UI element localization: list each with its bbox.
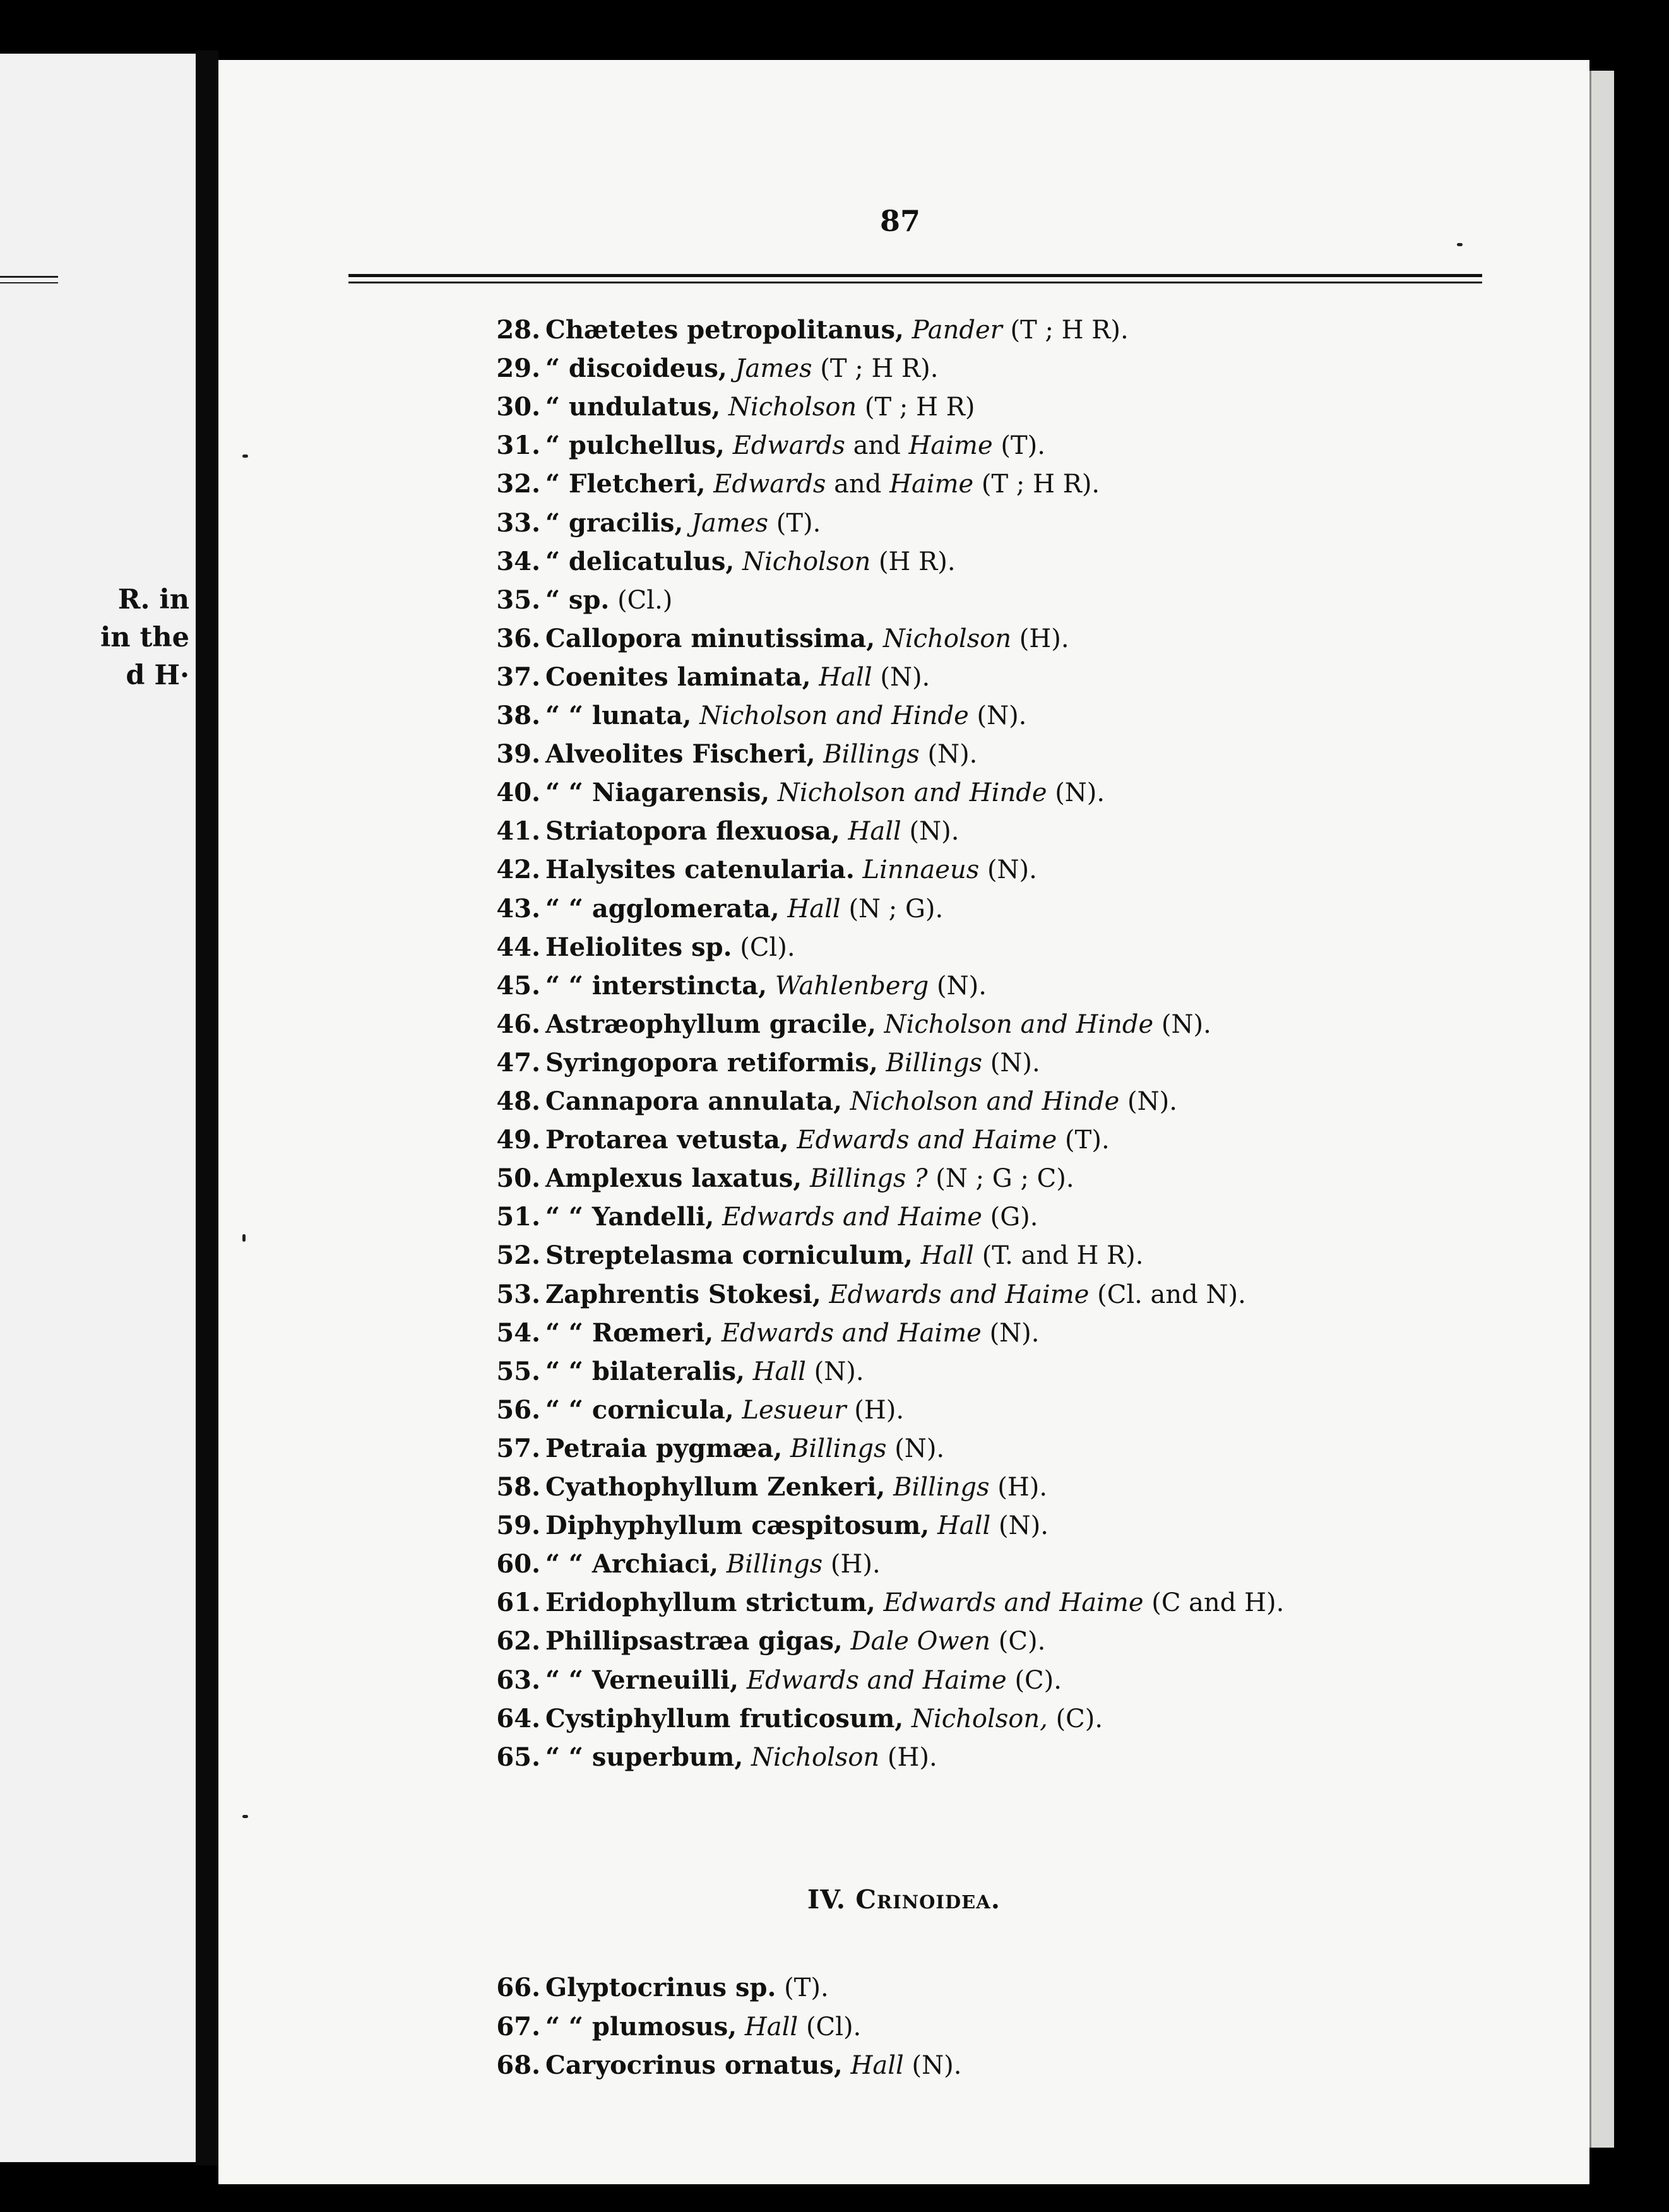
- entry-text: [545, 1545, 881, 1583]
- author-name: Hall: [850, 2051, 904, 2080]
- locality-ref: (C).: [1055, 1704, 1103, 1733]
- author-name: Nicholson,: [911, 1704, 1048, 1733]
- species-name: Petraia pygmæa,: [545, 1433, 783, 1463]
- species-name: Glyptocrinus sp.: [545, 1973, 776, 2002]
- entry-text: [545, 929, 795, 966]
- entry-text: [545, 1700, 1103, 1738]
- locality-ref: (H).: [887, 1742, 937, 1772]
- entry-number-text: 67.: [496, 2011, 540, 2042]
- speck: [242, 1234, 246, 1242]
- locality-ref: (N).: [990, 1048, 1040, 1078]
- entry-number-text: 55.: [496, 1356, 540, 1386]
- entry-text: [545, 543, 956, 581]
- locality-ref: (Cl).: [740, 932, 795, 962]
- author-name: Edwards and Haime: [829, 1280, 1090, 1309]
- entry-number-text: 48.: [496, 1086, 540, 1116]
- author-name: Edwards: [732, 431, 845, 461]
- species-name: “ “ interstincta,: [545, 970, 768, 1001]
- author-name: Hall: [752, 1357, 806, 1386]
- author-name: Haime: [889, 470, 974, 499]
- species-name: “ undulatus,: [545, 392, 721, 422]
- locality-ref: (N).: [987, 855, 1037, 885]
- author-name: Nicholson: [751, 1742, 880, 1772]
- entry-number-text: 50.: [496, 1163, 540, 1194]
- section-numeral: IV.: [807, 1884, 846, 1915]
- entry-text: [545, 1584, 1284, 1622]
- species-name: Phillipsastræa gigas,: [545, 1626, 843, 1656]
- entry-number-text: 32.: [496, 469, 540, 499]
- species-name: Coenites laminata,: [545, 662, 811, 692]
- entry-number-text: 51.: [496, 1202, 540, 1232]
- entry-number-text: 65.: [496, 1742, 540, 1772]
- locality-ref: (H).: [854, 1395, 905, 1425]
- left-rule-top: [0, 276, 58, 278]
- locality-ref: (N).: [814, 1357, 864, 1386]
- page-number: 87: [879, 204, 920, 238]
- author-name: Edwards and Haime: [883, 1588, 1144, 1618]
- author-name: Haime: [908, 431, 993, 461]
- species-name: Eridophyllum strictum,: [545, 1588, 876, 1618]
- locality-ref: (T).: [784, 1973, 829, 2002]
- entry-number-text: 58.: [496, 1472, 540, 1502]
- entry-text: [545, 1160, 1074, 1198]
- species-name: “ Fletcheri,: [545, 469, 706, 499]
- entry-text: [545, 1353, 864, 1391]
- locality-ref: (N ; G).: [848, 894, 944, 924]
- entry-text: [545, 1314, 1040, 1352]
- entry-text: [545, 2008, 861, 2046]
- entry-number-text: 34.: [496, 546, 540, 576]
- section-title: Crinoidea.: [855, 1884, 1001, 1915]
- species-name: “ “ cornicula,: [545, 1394, 734, 1425]
- entry-text: [545, 851, 1037, 889]
- author-name: Edwards and Haime: [721, 1318, 982, 1348]
- entry-number-text: 43.: [496, 893, 540, 924]
- entry-text: [545, 1662, 1062, 1699]
- species-name: “ “ Verneuilli,: [545, 1665, 739, 1695]
- locality-ref: (G).: [990, 1203, 1038, 1232]
- author-name: Hall: [744, 2012, 799, 2042]
- species-name: “ “ Yandelli,: [545, 1202, 715, 1232]
- locality-ref: (C and H).: [1151, 1588, 1285, 1618]
- entry-number-text: 28.: [496, 315, 540, 345]
- species-name: Zaphrentis Stokesi,: [545, 1279, 821, 1309]
- entry-number-text: 29.: [496, 354, 540, 384]
- page-gutter: [196, 51, 218, 2165]
- entry-text: [545, 2047, 961, 2084]
- left-text-line: R. in: [117, 584, 189, 615]
- entry-number-text: 37.: [496, 662, 540, 692]
- species-name: “ delicatulus,: [545, 546, 735, 576]
- entry-text: [545, 1391, 904, 1429]
- species-name: “ “ Archiaci,: [545, 1549, 719, 1579]
- entry-text: [545, 1276, 1246, 1314]
- locality-ref: (Cl).: [805, 2012, 862, 2042]
- header-rule: [348, 274, 1482, 277]
- speck: [242, 1815, 248, 1818]
- entry-text: [545, 890, 943, 928]
- entry-number-text: 61.: [496, 1588, 540, 1618]
- species-name: Streptelasma corniculum,: [545, 1240, 913, 1271]
- entry-text: [545, 1083, 1177, 1121]
- locality-ref: (T).: [1001, 431, 1045, 461]
- entry-text: [545, 1468, 1047, 1506]
- species-name: “ sp.: [545, 585, 610, 615]
- author-name: Linnaeus: [862, 855, 980, 885]
- author-name: Hall: [848, 817, 901, 847]
- species-name: “ “ superbum,: [545, 1742, 744, 1772]
- species-name: “ “ lunata,: [545, 701, 692, 730]
- entry-text: [545, 658, 930, 696]
- locality-ref: (N).: [1161, 1009, 1211, 1039]
- species-name: “ discoideus,: [545, 354, 727, 384]
- locality-ref: (N).: [1127, 1087, 1177, 1116]
- entry-text: [545, 504, 821, 542]
- page-edge: [1589, 71, 1614, 2148]
- entry-number-text: 36.: [496, 623, 540, 653]
- entry-text: [545, 465, 1100, 503]
- locality-ref: (Cl. and N).: [1097, 1280, 1246, 1309]
- author-name: Billings: [886, 1048, 983, 1078]
- species-name: “ “ agglomerata,: [545, 893, 780, 924]
- entry-number-text: 30.: [496, 392, 540, 422]
- entry-text: [545, 1237, 1144, 1275]
- species-name: Halysites catenularia.: [545, 855, 855, 885]
- locality-ref: (N).: [999, 1511, 1048, 1541]
- author-name: Nicholson and Hinde: [850, 1087, 1120, 1116]
- locality-ref: (N).: [912, 2051, 962, 2080]
- locality-ref: (N).: [894, 1434, 945, 1463]
- entry-text: [545, 581, 672, 619]
- author-name: Lesueur: [742, 1395, 846, 1425]
- species-name: “ “ plumosus,: [545, 2011, 737, 2042]
- locality-ref: (N).: [989, 1318, 1040, 1348]
- author-name: Nicholson and Hinde: [777, 778, 1047, 808]
- entry-number-text: 45.: [496, 970, 540, 1001]
- header-rule-thin: [348, 282, 1482, 283]
- entry-text: [545, 1121, 1110, 1159]
- species-name: Callopora minutissima,: [545, 623, 876, 653]
- locality-ref: (H).: [830, 1550, 881, 1579]
- document-page: [218, 60, 1589, 2184]
- entry-text: [545, 812, 959, 850]
- species-name: Heliolites sp.: [545, 932, 732, 962]
- locality-ref: (N).: [927, 740, 978, 770]
- author-name: James: [691, 508, 769, 538]
- entry-text: [545, 735, 977, 773]
- locality-ref: (N).: [937, 971, 987, 1001]
- left-page-fragment: [0, 54, 196, 2162]
- entry-number-text: 33.: [496, 508, 540, 538]
- entry-number-text: 56.: [496, 1394, 540, 1425]
- author-name: Billings: [823, 740, 920, 770]
- locality-ref: (N).: [1055, 778, 1105, 808]
- author-name: Nicholson: [882, 624, 1012, 653]
- entry-number-text: 39.: [496, 739, 540, 770]
- entry-connector: and: [853, 431, 901, 461]
- speck: [242, 455, 248, 458]
- entry-number-text: 42.: [496, 855, 540, 885]
- species-name: “ pulchellus,: [545, 431, 725, 461]
- species-name: Cannapora annulata,: [545, 1086, 842, 1116]
- entry-number-text: 31.: [496, 431, 540, 461]
- left-text-line: d H·: [126, 660, 189, 691]
- entry-number-text: 40.: [496, 778, 540, 808]
- species-name: Astræophyllum gracile,: [545, 1009, 876, 1039]
- entry-number-text: 46.: [496, 1009, 540, 1039]
- entry-text: [545, 388, 975, 426]
- author-name: Edwards: [713, 470, 826, 499]
- entry-number-text: 53.: [496, 1279, 540, 1309]
- locality-ref: (H R).: [878, 547, 956, 576]
- species-name: Alveolites Fischeri,: [545, 739, 816, 770]
- locality-ref: (T ; H R).: [981, 470, 1100, 499]
- entry-number-text: 62.: [496, 1626, 540, 1656]
- author-name: Edwards and Haime: [722, 1203, 982, 1232]
- species-name: Protarea vetusta,: [545, 1125, 789, 1155]
- species-name: Caryocrinus ornatus,: [545, 2050, 843, 2080]
- species-name: Striatopora flexuosa,: [545, 816, 840, 847]
- entry-number-text: 49.: [496, 1125, 540, 1155]
- entry-text: [545, 774, 1105, 812]
- entry-text: [545, 311, 1129, 349]
- left-rule-bottom: [0, 282, 58, 283]
- entry-number-text: 47.: [496, 1047, 540, 1078]
- locality-ref: (N).: [880, 662, 930, 692]
- species-name: Syringopora retiformis,: [545, 1047, 878, 1078]
- author-name: James: [735, 354, 812, 384]
- author-name: Hall: [819, 662, 872, 692]
- entry-number-text: 64.: [496, 1703, 540, 1733]
- author-name: Nicholson and Hinde: [884, 1009, 1154, 1039]
- entry-number-text: 38.: [496, 701, 540, 730]
- author-name: Pander: [912, 316, 1002, 345]
- entry-text: [545, 1739, 937, 1776]
- species-name: “ “ Niagarensis,: [545, 778, 770, 808]
- locality-ref: (C).: [1014, 1665, 1062, 1695]
- section-heading: [218, 1884, 1589, 1915]
- entry-number-text: 63.: [496, 1665, 540, 1695]
- species-name: “ “ bilateralis,: [545, 1356, 745, 1386]
- species-name: Cyathophyllum Zenkeri,: [545, 1472, 886, 1502]
- locality-ref: (H).: [1019, 624, 1069, 653]
- locality-ref: (T).: [776, 508, 821, 538]
- locality-ref: (N).: [977, 701, 1027, 730]
- author-name: Hall: [937, 1511, 991, 1541]
- entry-number-text: 59.: [496, 1511, 540, 1541]
- author-name: Billings: [893, 1473, 990, 1502]
- entry-text: [545, 1006, 1211, 1044]
- species-name: Diphyphyllum cæspitosum,: [545, 1511, 930, 1541]
- entry-text: [545, 1044, 1040, 1082]
- entry-text: [545, 350, 938, 388]
- author-name: Nicholson: [728, 393, 857, 422]
- entry-number-text: 35.: [496, 585, 540, 615]
- entry-number-text: 52.: [496, 1240, 540, 1271]
- entry-number-text: 54.: [496, 1317, 540, 1348]
- entry-text: [545, 1969, 829, 2007]
- entry-text: [545, 1622, 1045, 1660]
- locality-ref: (N ; G ; C).: [935, 1164, 1074, 1194]
- entry-number-text: 44.: [496, 932, 540, 962]
- locality-ref: (C).: [998, 1627, 1046, 1656]
- author-name: Dale Owen: [850, 1627, 991, 1656]
- locality-ref: (T ; H R).: [1010, 316, 1129, 345]
- species-name: “ gracilis,: [545, 508, 684, 538]
- locality-ref: (H).: [997, 1473, 1048, 1502]
- entry-text: [545, 1430, 944, 1468]
- locality-ref: (T. and H R).: [982, 1241, 1144, 1271]
- author-name: Hall: [787, 894, 841, 924]
- author-name: Billings ?: [809, 1164, 928, 1194]
- author-name: Wahlenberg: [775, 971, 929, 1001]
- entry-text: [545, 697, 1026, 735]
- species-name: Chætetes petropolitanus,: [545, 315, 904, 345]
- entry-text: [545, 967, 987, 1005]
- left-text-line: in the: [100, 622, 189, 653]
- locality-ref: (T ; H R): [864, 393, 975, 422]
- species-name: “ “ Rœmeri,: [545, 1317, 714, 1348]
- entry-text: [545, 427, 1045, 465]
- entry-number-text: 57.: [496, 1433, 540, 1463]
- locality-ref: (T).: [1065, 1126, 1110, 1155]
- author-name: Edwards and Haime: [746, 1665, 1007, 1695]
- species-name: Amplexus laxatus,: [545, 1163, 802, 1194]
- species-name: Cystiphyllum fruticosum,: [545, 1703, 904, 1733]
- entry-text: [545, 1198, 1038, 1236]
- author-name: Billings: [790, 1434, 887, 1463]
- entry-connector: and: [834, 470, 882, 499]
- author-name: Nicholson and Hinde: [699, 701, 969, 730]
- locality-ref: (Cl.): [617, 585, 673, 615]
- entry-number-text: 68.: [496, 2050, 540, 2080]
- entry-text: [545, 620, 1069, 658]
- speck: [1457, 243, 1463, 246]
- author-name: Hall: [920, 1241, 974, 1271]
- author-name: Edwards and Haime: [797, 1126, 1057, 1155]
- locality-ref: (T ; H R).: [820, 354, 939, 384]
- locality-ref: (N).: [909, 817, 959, 847]
- entry-number-text: 60.: [496, 1549, 540, 1579]
- entry-text: [545, 1507, 1048, 1545]
- author-name: Billings: [726, 1550, 823, 1579]
- entry-number-text: 41.: [496, 816, 540, 847]
- entry-number-text: 66.: [496, 1973, 540, 2002]
- author-name: Nicholson: [742, 547, 871, 576]
